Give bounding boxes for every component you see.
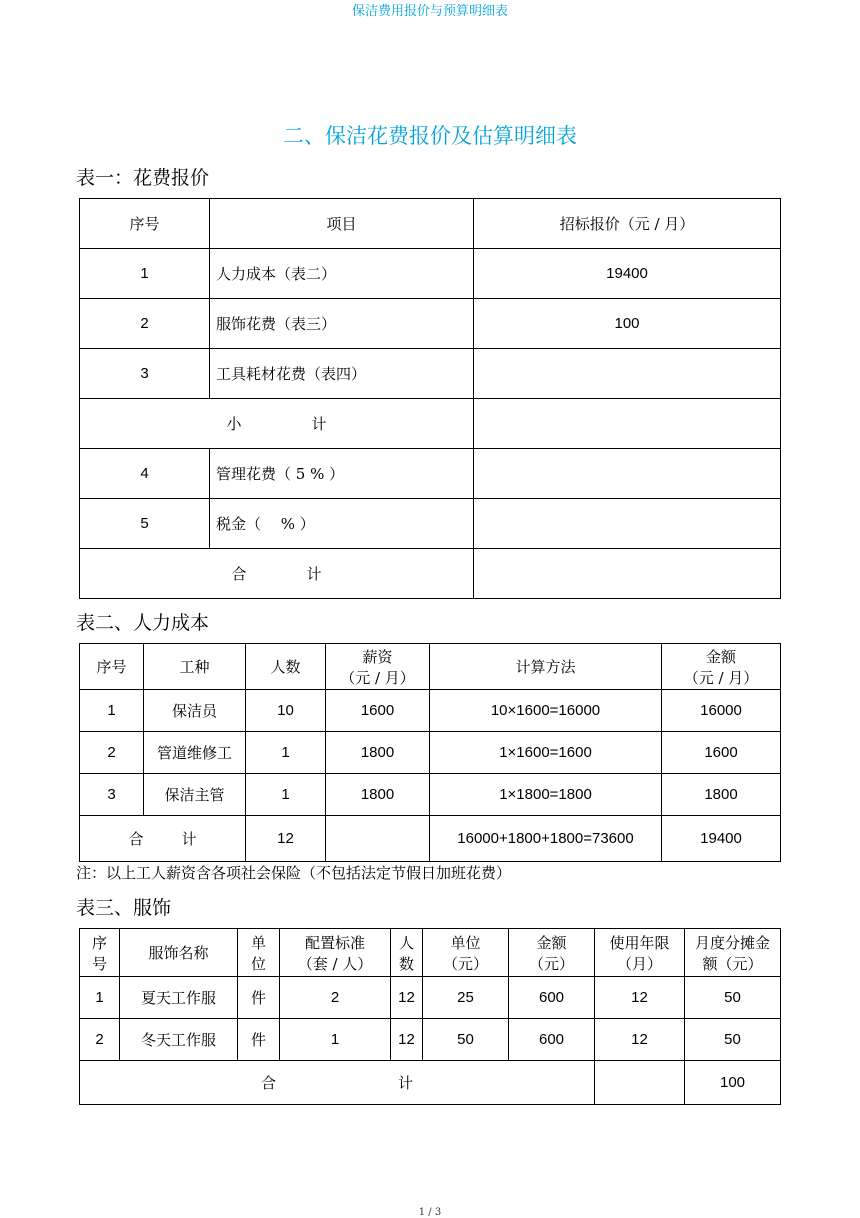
- table2-note: 注：以上工人薪资含各项社会保险（不包括法定节假日加班花费）: [76, 864, 512, 882]
- row-unit: 件: [238, 1019, 280, 1061]
- row-item: 税金（ % ）: [210, 499, 474, 549]
- col-header-std-line2: （套 / 人）: [297, 954, 373, 973]
- subtotal-row: [80, 399, 781, 449]
- total-amount: 19400: [662, 816, 781, 862]
- row-price: [474, 499, 781, 549]
- table-row: [80, 732, 781, 774]
- col-header-std: [280, 929, 391, 977]
- row-monthly: 50: [685, 977, 781, 1019]
- total-monthly: 100: [685, 1061, 781, 1105]
- row-method: 1×1600=1600: [430, 732, 662, 774]
- col-header-no: 序号: [80, 199, 210, 249]
- col-header-amount-line2: （元 / 月）: [683, 668, 759, 687]
- col-header-no-line1: 序: [91, 933, 107, 952]
- row-no: 3: [80, 774, 144, 816]
- total-char-a: 合: [128, 830, 144, 848]
- row-name: 冬天工作服: [120, 1019, 238, 1061]
- row-no: 1: [80, 690, 144, 732]
- col-header-count: [391, 929, 423, 977]
- row-no: 2: [80, 1019, 120, 1061]
- col-header-amount-line2: （元）: [528, 954, 574, 973]
- subtotal-value: [474, 399, 781, 449]
- col-header-monthly-line2: 额（元）: [702, 954, 763, 973]
- row-std: 1: [280, 1019, 391, 1061]
- row-count: 1: [246, 732, 326, 774]
- row-amount: 600: [509, 977, 595, 1019]
- total-row: [80, 816, 781, 862]
- table3-heading: 表三、服饰: [76, 897, 172, 919]
- table3-uniforms: [79, 928, 781, 1105]
- total-row: [80, 1061, 781, 1105]
- row-no: 2: [80, 732, 144, 774]
- row-count: 12: [391, 977, 423, 1019]
- table-row: [80, 774, 781, 816]
- total-char-a: 合: [231, 565, 247, 583]
- row-type: 保洁员: [144, 690, 246, 732]
- col-header-type: 工种: [144, 644, 246, 690]
- row-amount: 1800: [662, 774, 781, 816]
- col-header-years-line1: 使用年限: [609, 933, 670, 952]
- row-item: 管理花费（ 5 % ）: [210, 449, 474, 499]
- total-row: [80, 549, 781, 599]
- row-count: 10: [246, 690, 326, 732]
- table-row: [80, 249, 781, 299]
- main-title: 二、保洁花费报价及估算明细表: [283, 124, 577, 148]
- row-item: 人力成本（表二）: [210, 249, 474, 299]
- row-price: 100: [474, 299, 781, 349]
- col-header-salary-line1: 薪资: [362, 647, 393, 666]
- table-row: [80, 690, 781, 732]
- row-no: 4: [80, 449, 210, 499]
- col-header-no-line2: 号: [91, 954, 107, 973]
- row-price: 19400: [474, 249, 781, 299]
- page-number: 1 / 3: [418, 1207, 442, 1218]
- total-char-b: 计: [306, 565, 322, 583]
- row-amount: 600: [509, 1019, 595, 1061]
- table1-heading: 表一：花费报价: [76, 167, 210, 189]
- col-header-count: 人数: [246, 644, 326, 690]
- table-row: [80, 299, 781, 349]
- col-header-monthly: [685, 929, 781, 977]
- col-header-price: 招标报价（元 / 月）: [474, 199, 781, 249]
- table-row: [80, 349, 781, 399]
- row-years: 12: [595, 1019, 685, 1061]
- row-count: 12: [391, 1019, 423, 1061]
- table2-header-row: [80, 644, 781, 690]
- total-value: [474, 549, 781, 599]
- row-monthly: 50: [685, 1019, 781, 1061]
- total-char-b: 计: [398, 1074, 414, 1092]
- col-header-unit-line2: 位: [250, 954, 266, 973]
- total-method: 16000+1800+1800=73600: [430, 816, 662, 862]
- col-header-salary-line2: （元 / 月）: [340, 668, 415, 687]
- row-price: 25: [423, 977, 509, 1019]
- row-salary: 1800: [326, 732, 430, 774]
- row-price: [474, 449, 781, 499]
- col-header-unit-line1: 单: [250, 933, 266, 952]
- col-header-amount: [662, 644, 781, 690]
- row-type: 管道维修工: [144, 732, 246, 774]
- row-no: 1: [80, 249, 210, 299]
- table3-header-row: [80, 929, 781, 977]
- total-count: 12: [246, 816, 326, 862]
- table-row: [80, 449, 781, 499]
- table2-heading: 表二、人力成本: [76, 612, 210, 634]
- row-salary: 1600: [326, 690, 430, 732]
- row-count: 1: [246, 774, 326, 816]
- row-price: 50: [423, 1019, 509, 1061]
- total-char-a: 合: [260, 1074, 276, 1092]
- col-header-monthly-line1: 月度分摊金: [694, 933, 770, 952]
- table-row: [80, 499, 781, 549]
- col-header-item: 项目: [210, 199, 474, 249]
- row-amount: 1600: [662, 732, 781, 774]
- col-header-years-line2: （月）: [616, 954, 662, 973]
- row-amount: 16000: [662, 690, 781, 732]
- col-header-count-line2: 数: [398, 954, 414, 973]
- total-label: [80, 816, 246, 862]
- total-label: [80, 549, 474, 599]
- col-header-amount-line1: 金额: [705, 647, 736, 666]
- table-row: [80, 977, 781, 1019]
- total-char-b: 计: [181, 830, 197, 848]
- col-header-price-line1: 单位: [450, 933, 481, 952]
- total-label: [80, 1061, 595, 1105]
- subtotal-char-b: 计: [311, 415, 327, 433]
- row-std: 2: [280, 977, 391, 1019]
- col-header-price: [423, 929, 509, 977]
- row-years: 12: [595, 977, 685, 1019]
- table1-cost-quote: [79, 198, 781, 599]
- col-header-no: 序号: [80, 644, 144, 690]
- row-item: 服饰花费（表三）: [210, 299, 474, 349]
- row-no: 3: [80, 349, 210, 399]
- page-header: 保洁费用报价与预算明细表: [351, 4, 508, 19]
- table1-header-row: [80, 199, 781, 249]
- col-header-no: [80, 929, 120, 977]
- row-method: 10×1600=16000: [430, 690, 662, 732]
- row-price: [474, 349, 781, 399]
- col-header-salary: [326, 644, 430, 690]
- subtotal-char-a: 小: [226, 415, 242, 433]
- col-header-name: 服饰名称: [120, 929, 238, 977]
- row-no: 5: [80, 499, 210, 549]
- col-header-amount-line1: 金额: [536, 933, 567, 952]
- row-unit: 件: [238, 977, 280, 1019]
- col-header-std-line1: 配置标准: [304, 933, 365, 952]
- col-header-amount: [509, 929, 595, 977]
- total-years: [595, 1061, 685, 1105]
- row-no: 2: [80, 299, 210, 349]
- row-name: 夏天工作服: [120, 977, 238, 1019]
- row-type: 保洁主管: [144, 774, 246, 816]
- table2-labor-cost: [79, 643, 781, 862]
- row-item: 工具耗材花费（表四）: [210, 349, 474, 399]
- total-salary: [326, 816, 430, 862]
- col-header-unit: [238, 929, 280, 977]
- row-no: 1: [80, 977, 120, 1019]
- subtotal-label: [80, 399, 474, 449]
- col-header-count-line1: 人: [398, 933, 414, 952]
- table-row: [80, 1019, 781, 1061]
- row-method: 1×1800=1800: [430, 774, 662, 816]
- row-salary: 1800: [326, 774, 430, 816]
- col-header-method: 计算方法: [430, 644, 662, 690]
- col-header-years: [595, 929, 685, 977]
- col-header-price-line2: （元）: [442, 954, 488, 973]
